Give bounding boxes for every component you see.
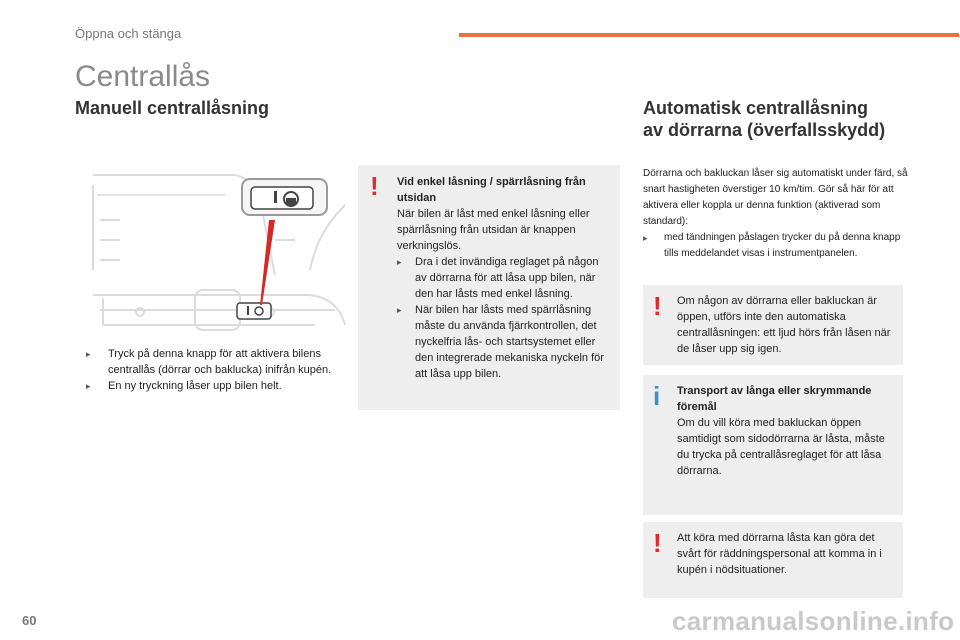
auto-lock-intro-text: Dörrarna och bakluckan låser sig automatiskt under färd, så snart hastigheten överstiger 10 km/tim. Gör så här för att aktivera eller koppla ur denna funktion (aktiverad som standard): xyxy=(643,168,908,227)
open-door-note xyxy=(643,285,903,365)
warning-icon: ! xyxy=(370,171,379,201)
auto-lock-bullets xyxy=(643,230,908,262)
list-item: ▸ med tändningen påslagen trycker du på denna knapp tills meddelandet visas i instrumentpanelen. xyxy=(643,230,908,262)
deadlock-note-text: När bilen är låst med enkel låsning eller spärrlåsning från utsidan är knappen verkningslös. xyxy=(397,208,590,252)
manual-lock-heading: Manuell centrallåsning xyxy=(75,98,270,118)
warning-icon: ! xyxy=(653,291,662,321)
deadlock-note xyxy=(358,165,620,410)
auto-lock-heading-line1: Automatisk centrallåsning xyxy=(643,98,869,118)
open-door-note-text: Om någon av dörrarna eller bakluckan är öppen, utförs inte den automatiska centrallåsningen: ett ljud hörs från låsen när de låser upp sig igen. xyxy=(677,295,891,355)
info-icon: i xyxy=(653,381,661,411)
transport-note-title: Transport av långa eller skrymmande föremål xyxy=(677,385,872,413)
section-header: Öppna och stänga xyxy=(75,26,182,41)
deadlock-note-title: Vid enkel låsning / spärrlåsning från utsidan xyxy=(397,176,586,204)
watermark: carmanualsonline.info xyxy=(672,606,955,636)
lock-button-bottom xyxy=(237,303,271,319)
page-title: Centrallås xyxy=(75,60,211,93)
list-item: ▸ Dra i det invändiga reglaget på någon av dörrarna för att låsa upp bilen, när den har låsts med enkel låsning. xyxy=(397,254,612,302)
transport-note xyxy=(643,375,903,515)
list-item: ▸ Tryck på denna knapp för att aktivera bilens centrallås (dörrar och baklucka) inifrån kupén. xyxy=(86,346,346,378)
manual-lock-bullets xyxy=(86,346,346,394)
auto-lock-intro xyxy=(643,166,908,262)
rescue-note-text: Att köra med dörrarna låsta kan göra det svårt för räddningspersonal att komma in i kupén i nödsituationer. xyxy=(677,532,882,576)
list-item: ▸ När bilen har låsts med spärrlåsning måste du använda fjärrkontrollen, det nyckelfria lås- och startsystemet eller den integrerade mekaniska nyckeln för att låsa upp bilen. xyxy=(397,302,612,382)
lock-button-top xyxy=(242,179,327,215)
page-number: 60 xyxy=(22,613,37,628)
header-rule xyxy=(459,33,959,37)
deadlock-note-bullets xyxy=(397,254,612,382)
auto-lock-heading xyxy=(643,97,943,141)
warning-icon: ! xyxy=(653,528,662,558)
central-lock-illustration xyxy=(75,165,348,338)
list-item: ▸ En ny tryckning låser upp bilen helt. xyxy=(86,378,346,394)
transport-note-text: Om du vill köra med bakluckan öppen samtidigt som sidodörrarna är låsta, måste du trycka på centrallåsreglaget för att låsa dörrarna. xyxy=(677,417,885,477)
auto-lock-heading-line2: av dörrarna (överfallsskydd) xyxy=(643,120,886,140)
rescue-note xyxy=(643,522,903,598)
